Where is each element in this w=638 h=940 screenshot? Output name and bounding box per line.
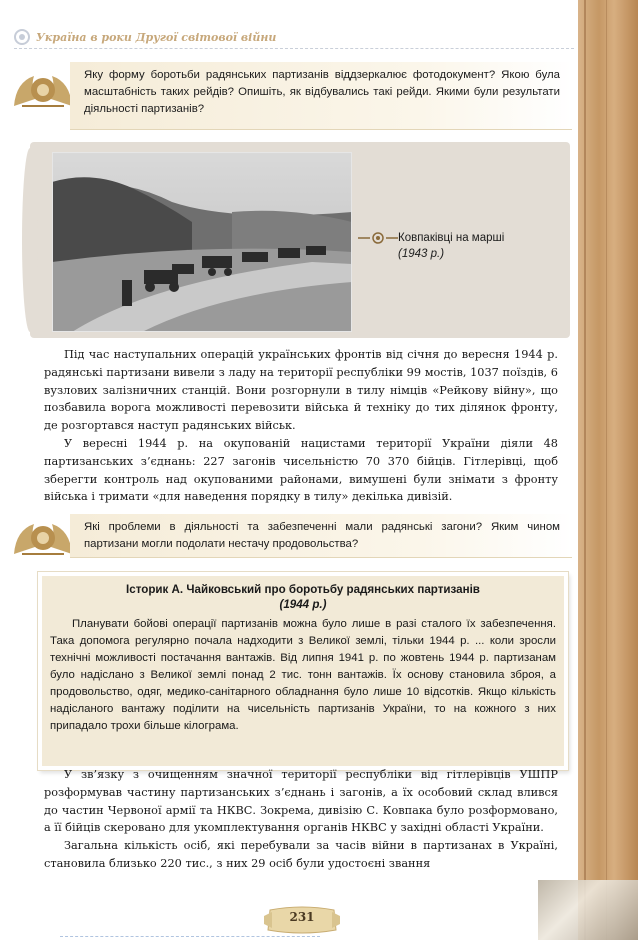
source-text bbox=[50, 616, 556, 735]
paragraph: Загальна кількість осіб, які перебували за часів війни в партизанах в Україні, становила близько 220 тис., з них 29 осіб були удостоєні звання bbox=[44, 839, 558, 870]
running-header bbox=[14, 26, 574, 48]
page-number: 231 bbox=[289, 910, 315, 924]
caption-ornament-icon bbox=[358, 232, 398, 244]
photo-caption-title: Ковпаківці на марші bbox=[398, 232, 505, 244]
question-box-1 bbox=[12, 62, 572, 130]
question-ornament-icon bbox=[12, 68, 74, 108]
question-text: Які проблеми в діяльності та забезпеченні мали радянські загони? Яким чином партизани могли подолати нестачу продовольства? bbox=[84, 521, 560, 550]
paragraph: У вересні 1944 р. на окупованій нацистами території України діяли 48 партизанських з’єднань: 227 загонів чисельністю 70 370 бійців. Гітлерівці, щоб зберегти контроль над окупованими районами, вимушені були знімати з фронту війська і тримати «для наведення порядку в тилу» декілька дивізій. bbox=[44, 436, 558, 504]
paragraph: Планувати бойові операції партизанів можна було лише в разі сталого їх забезпечення. Така допомога регулярно почала надходити з Великої землі, тільки 1944 р. ... коли зросли технічні можливості постачання вантажів. Від липня 1941 р. по жовтень 1944 р. партизанам було надіслано з Великої землі понад 2 тис. тонн вантажів. Їх основу становила зброя, а продовольство, одяг, медико-санітарного обладнання було лише 10 відсотків. Якщо кількість надісланого вантажу поділити на чисельність партизанів України, то на кожного з них припадало трохи більше кілограма. bbox=[50, 618, 556, 732]
source-title-line: Історик А. Чайковський про боротьбу радянських партизанів bbox=[126, 583, 480, 596]
decorative-wood-border bbox=[578, 0, 638, 940]
body-text-1 bbox=[44, 346, 558, 506]
paragraph: У зв’язку з очищенням значної території республіки від гітлерівців УШПР розформував частину партизанських з’єднань і загонів, а їх особовий склад влився до частин Червоної армії та НКВС. Зокрема, дивізію С. Ковпака було розформовано, а її бійців скеровано для укомплектування органів НКВС у західні області України. bbox=[44, 768, 558, 835]
kovpak-partisans-photo bbox=[52, 152, 352, 332]
source-title bbox=[42, 582, 564, 612]
footer-divider bbox=[60, 936, 320, 938]
header-title: Україна в роки Другої світової війни bbox=[36, 30, 277, 44]
paragraph: Під час наступальних операцій українських фронтів від січня до вересня 1944 р. радянські партизани вивели з ладу на території республіки 99 мостів, 1037 поїздів, 6 вузлових залізничних станцій. Вони розгорнули в тилу німців «Рейкову війну», що позбавила ворога можливості перевозити війська й техніку до тих ділянок фронту, де розгортався наступ радянських військ. bbox=[44, 348, 558, 433]
photo-caption bbox=[398, 230, 558, 262]
question-text: Яку форму боротьби радянських партизанів віддзеркалює фотодокумент? Якою була масштабність таких рейдів? Опишіть, як відбувались такі рейди. Якими були результати діяльності партизанів? bbox=[84, 69, 560, 115]
question-ornament-icon bbox=[12, 516, 74, 556]
header-divider bbox=[14, 48, 574, 50]
historian-source-box bbox=[38, 572, 568, 770]
source-title-year: (1944 р.) bbox=[279, 598, 327, 611]
question-box-2 bbox=[12, 514, 572, 558]
header-ornament-icon bbox=[14, 29, 30, 45]
body-text-2 bbox=[44, 766, 558, 873]
decorative-photo-corner bbox=[538, 880, 638, 940]
photo-caption-year: (1943 р.) bbox=[398, 248, 445, 260]
